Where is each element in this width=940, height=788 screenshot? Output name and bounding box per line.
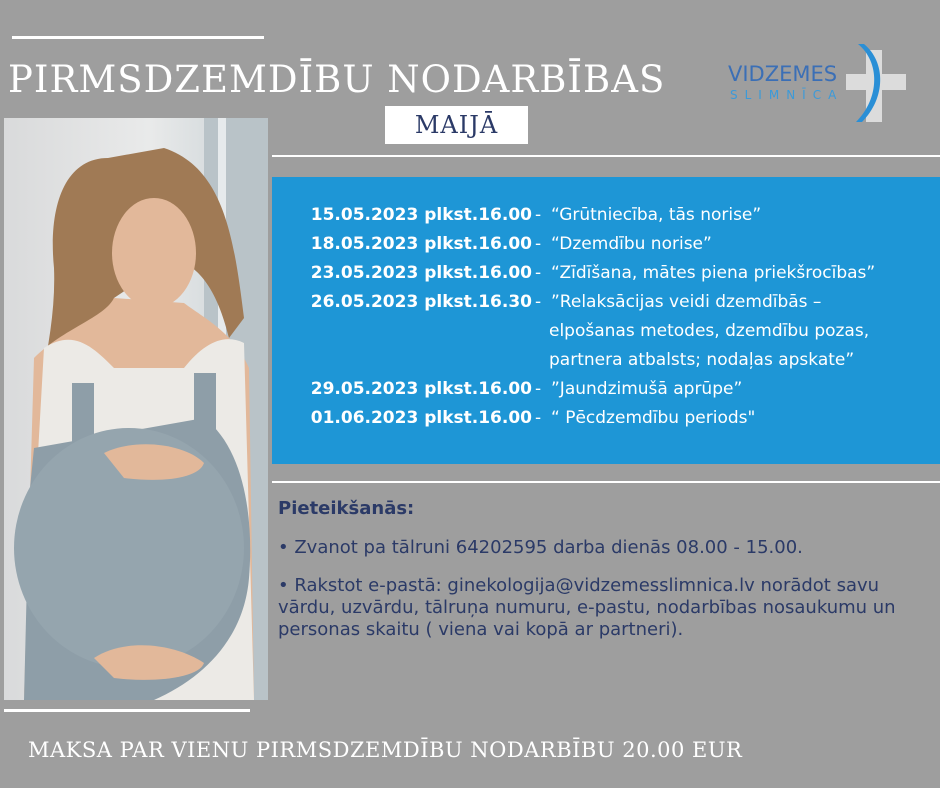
fee-text: MAKSA PAR VIENU PIRMSDZEMDĪBU NODARBĪBU 20.00 EUR xyxy=(28,738,743,762)
schedule-row xyxy=(272,288,940,317)
separator: - xyxy=(535,292,542,312)
schedule-row-continuation xyxy=(272,346,940,375)
hospital-logo xyxy=(728,40,908,125)
session-date: 01.06.2023 plkst.16.00 xyxy=(310,408,532,428)
session-topic: “Zīdīšana, mātes piena priekšrocības” xyxy=(551,263,876,283)
schedule-row xyxy=(272,259,940,288)
registration-phone: • Zvanot pa tālruni 64202595 darba dienās 08.00 - 15.00. xyxy=(278,537,803,558)
separator: - xyxy=(535,379,542,399)
divider-mid-right xyxy=(272,481,940,483)
top-divider xyxy=(12,36,264,39)
logo-subtitle: SLIMNĪCA xyxy=(730,88,844,102)
logo-name: VIDZEMES xyxy=(728,62,838,86)
separator: - xyxy=(535,234,542,254)
session-topic: “ Pēcdzemdību periods" xyxy=(551,408,756,428)
page-title: PIRMSDZEMDĪBU NODARBĪBAS xyxy=(8,58,666,101)
separator: - xyxy=(535,263,542,283)
registration-heading: Pieteikšanās: xyxy=(278,498,415,519)
session-date: 15.05.2023 plkst.16.00 xyxy=(310,205,532,225)
session-topic: ”Relaksācijas veidi dzemdībās – xyxy=(551,292,822,312)
session-topic: “Dzemdību norise” xyxy=(551,234,712,254)
pregnant-woman-photo xyxy=(4,118,268,700)
session-topic: ”Jaundzimušā aprūpe” xyxy=(551,379,743,399)
cross-logo-icon xyxy=(836,40,908,125)
schedule-row xyxy=(272,375,940,404)
schedule-row-continuation xyxy=(272,317,940,346)
schedule-row xyxy=(272,404,940,433)
session-date: 23.05.2023 plkst.16.00 xyxy=(310,263,532,283)
bottom-divider xyxy=(4,709,250,712)
month-badge: MAIJĀ xyxy=(385,106,528,144)
schedule-panel xyxy=(272,177,940,464)
session-date: 26.05.2023 plkst.16.30 xyxy=(310,292,532,312)
session-date: 18.05.2023 plkst.16.00 xyxy=(310,234,532,254)
schedule-row xyxy=(272,230,940,259)
session-date: 29.05.2023 plkst.16.00 xyxy=(310,379,532,399)
pregnant-woman-illustration xyxy=(4,118,268,700)
session-topic-continued: elpošanas metodes, dzemdību pozas, xyxy=(549,321,870,341)
separator: - xyxy=(535,408,542,428)
registration-email: • Rakstot e-pastā: ginekologija@vidzemesslimnica.lv norādot savu vārdu, uzvārdu, tālruņa numuru, e-pastu, nodarbības nosaukumu un personas skaitu ( viena vai kopā ar partneri). xyxy=(278,575,896,640)
registration-section xyxy=(278,498,933,657)
session-topic-continued: partnera atbalsts; nodaļas apskate” xyxy=(549,350,855,370)
separator: - xyxy=(535,205,542,225)
session-topic: “Grūtniecība, tās norise” xyxy=(551,205,762,225)
divider-top-right xyxy=(272,155,940,157)
schedule-row xyxy=(272,201,940,230)
